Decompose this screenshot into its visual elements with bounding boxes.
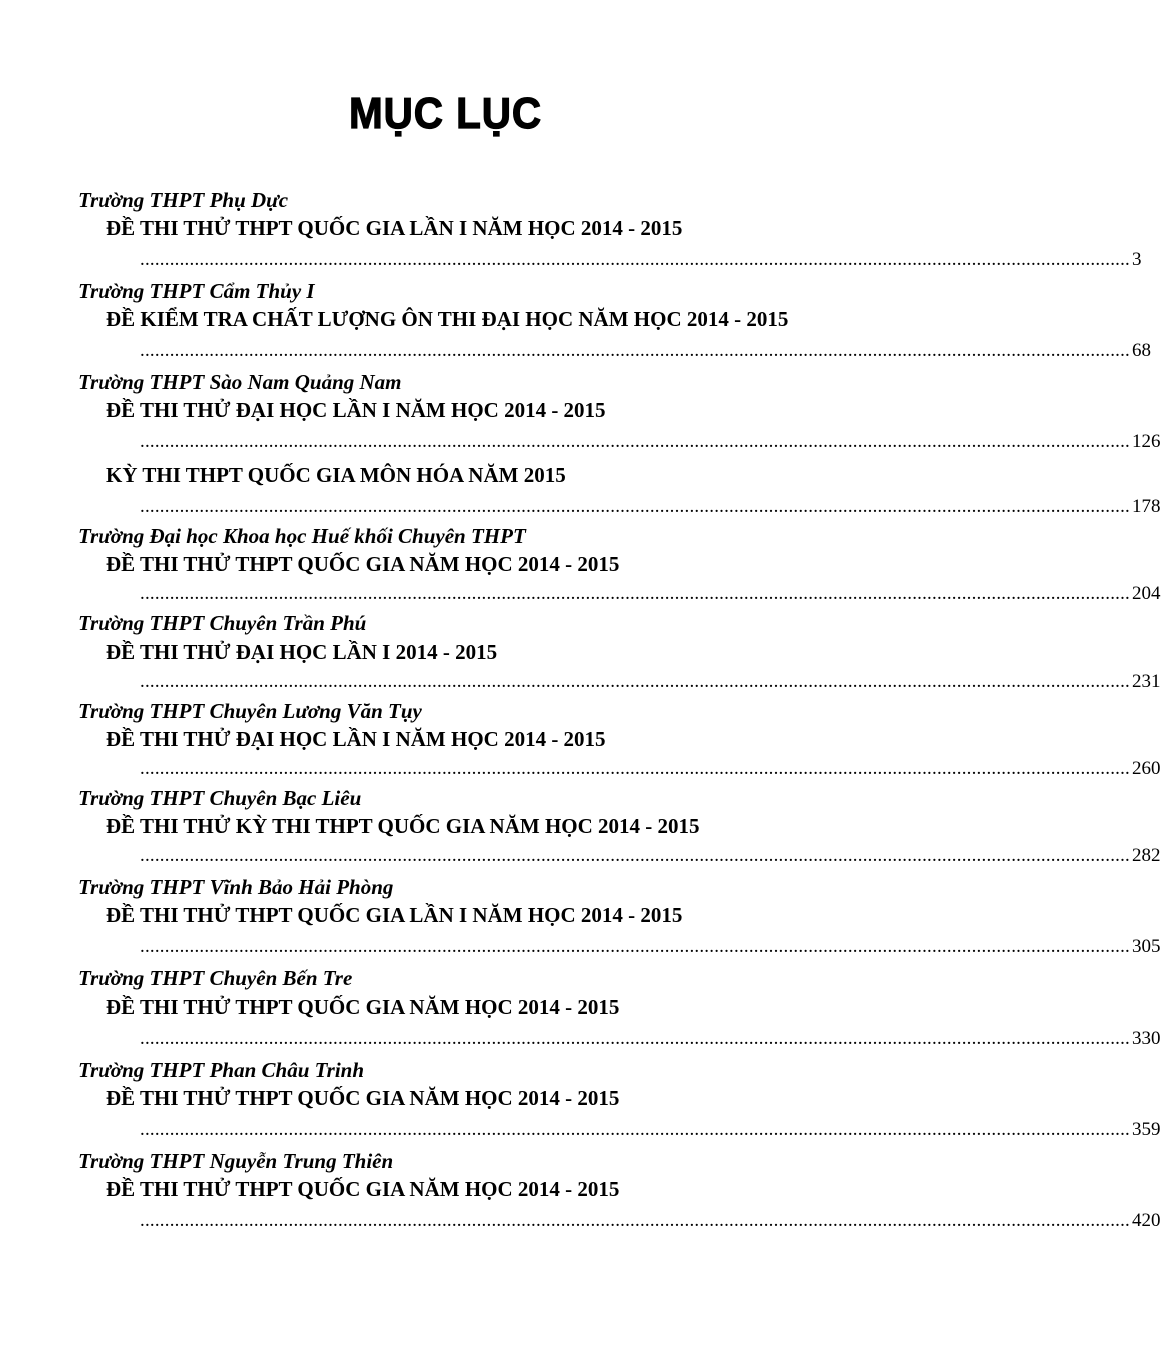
- toc-page-number[interactable]: 359: [1132, 1119, 1161, 1140]
- toc-page-number[interactable]: 178: [1132, 496, 1161, 517]
- toc-leader-line: [140, 936, 1161, 958]
- toc-exam-title[interactable]: ĐỀ THI THỬ THPT QUỐC GIA NĂM HỌC 2014 - 2015: [106, 1086, 620, 1110]
- toc-school-name: Trường THPT Chuyên Trần Phú: [78, 611, 367, 635]
- toc-leader-line: [140, 340, 1151, 362]
- toc-page-number[interactable]: 3: [1132, 249, 1142, 270]
- dot-leader: ........................................................................................................................................................................................................: [140, 845, 1130, 866]
- toc-exam-title[interactable]: ĐỀ KIỂM TRA CHẤT LƯỢNG ÔN THI ĐẠI HỌC NĂM HỌC 2014 - 2015: [106, 307, 789, 331]
- toc-exam-title[interactable]: ĐỀ THI THỬ THPT QUỐC GIA NĂM HỌC 2014 - 2015: [106, 552, 620, 576]
- dot-leader: ........................................................................................................................................................................................................: [140, 1119, 1130, 1140]
- toc-school-name: Trường THPT Vĩnh Bảo Hải Phòng: [78, 875, 394, 899]
- toc-leader-line: [140, 1119, 1161, 1141]
- dot-leader: ........................................................................................................................................................................................................: [140, 758, 1130, 779]
- toc-leader-line: [140, 758, 1161, 780]
- dot-leader: ........................................................................................................................................................................................................: [140, 340, 1130, 361]
- toc-leader-line: [140, 1028, 1161, 1050]
- dot-leader: ........................................................................................................................................................................................................: [140, 496, 1130, 517]
- toc-exam-title[interactable]: ĐỀ THI THỬ THPT QUỐC GIA NĂM HỌC 2014 - 2015: [106, 995, 620, 1019]
- toc-exam-title[interactable]: KỲ THI THPT QUỐC GIA MÔN HÓA NĂM 2015: [106, 463, 566, 487]
- toc-school-name: Trường THPT Sào Nam Quảng Nam: [78, 370, 402, 394]
- toc-page-number[interactable]: 260: [1132, 758, 1161, 779]
- toc-school-name: Trường THPT Cẩm Thủy I: [78, 279, 315, 303]
- toc-leader-line: [140, 496, 1161, 518]
- toc-school-name: Trường THPT Phụ Dực: [78, 188, 289, 212]
- toc-page-number[interactable]: 126: [1132, 431, 1161, 452]
- dot-leader: ........................................................................................................................................................................................................: [140, 936, 1130, 957]
- dot-leader: ........................................................................................................................................................................................................: [140, 1028, 1130, 1049]
- toc-leader-line: [140, 1210, 1161, 1232]
- toc-exam-title[interactable]: ĐỀ THI THỬ KỲ THI THPT QUỐC GIA NĂM HỌC 2014 - 2015: [106, 814, 700, 838]
- dot-leader: ........................................................................................................................................................................................................: [140, 1210, 1130, 1231]
- toc-exam-title[interactable]: ĐỀ THI THỬ ĐẠI HỌC LẦN I NĂM HỌC 2014 - 2015: [106, 398, 606, 422]
- toc-exam-title[interactable]: ĐỀ THI THỬ THPT QUỐC GIA LẦN I NĂM HỌC 2014 - 2015: [106, 903, 683, 927]
- toc-exam-title[interactable]: ĐỀ THI THỬ ĐẠI HỌC LẦN I NĂM HỌC 2014 - 2015: [106, 727, 606, 751]
- toc-page-number[interactable]: 282: [1132, 845, 1161, 866]
- toc-school-name: Trường THPT Chuyên Bến Tre: [78, 966, 353, 990]
- toc-school-name: Trường THPT Nguyễn Trung Thiên: [78, 1149, 394, 1173]
- dot-leader: ........................................................................................................................................................................................................: [140, 249, 1130, 270]
- toc-page-number[interactable]: 330: [1132, 1028, 1161, 1049]
- dot-leader: ........................................................................................................................................................................................................: [140, 671, 1130, 692]
- toc-page-number[interactable]: 68: [1132, 340, 1151, 361]
- toc-page-number[interactable]: 204: [1132, 583, 1161, 604]
- toc-exam-title[interactable]: ĐỀ THI THỬ THPT QUỐC GIA NĂM HỌC 2014 - 2015: [106, 1177, 620, 1201]
- toc-page-number[interactable]: 231: [1132, 671, 1161, 692]
- toc-school-name: Trường THPT Chuyên Lương Văn Tụy: [78, 699, 422, 723]
- toc-exam-title[interactable]: ĐỀ THI THỬ ĐẠI HỌC LẦN I 2014 - 2015: [106, 640, 498, 664]
- toc-school-name: Trường THPT Phan Châu Trinh: [78, 1058, 365, 1082]
- toc-leader-line: [140, 431, 1161, 453]
- toc-school-name: Trường Đại học Khoa học Huế khối Chuyên THPT: [78, 524, 526, 548]
- toc-leader-line: [140, 845, 1161, 867]
- toc-page-number[interactable]: 420: [1132, 1210, 1161, 1231]
- toc-exam-title[interactable]: ĐỀ THI THỬ THPT QUỐC GIA LẦN I NĂM HỌC 2014 - 2015: [106, 216, 683, 240]
- toc-school-name: Trường THPT Chuyên Bạc Liêu: [78, 786, 362, 810]
- toc-leader-line: [140, 249, 1142, 271]
- page-title: MỤC LỤC: [348, 89, 543, 138]
- toc-page-number[interactable]: 305: [1132, 936, 1161, 957]
- dot-leader: ........................................................................................................................................................................................................: [140, 431, 1130, 452]
- toc-leader-line: [140, 583, 1161, 605]
- toc-leader-line: [140, 671, 1161, 693]
- dot-leader: ........................................................................................................................................................................................................: [140, 583, 1130, 604]
